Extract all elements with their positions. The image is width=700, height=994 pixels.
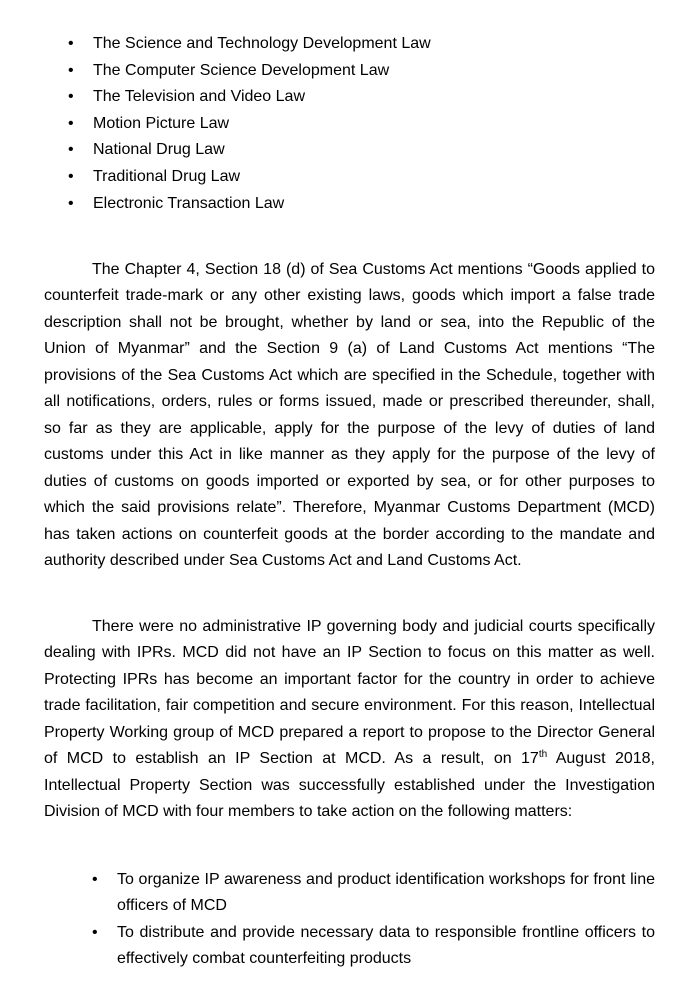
paragraph-text: August 2018, Intellectual Property Section was successfully established under the Investigation Division of MCD with four members to take action on the following matters: (44, 750, 656, 821)
paragraph-text: There were no administrative IP governing body and judicial courts specifically dealing with IPRs. MCD did not have an IP Section to focus on this matter as well. Protecting IPRs has become an important factor for the country in order to achieve trade facilitation, fair competition and secure environment. For this reason, Intellectual Property Working group of MCD prepared a report to propose to the Director General of MCD to establish an IP Section at MCD. As a result, on 17 (44, 618, 655, 768)
list-item (92, 920, 655, 973)
list-item-text: Motion Picture Law (93, 114, 230, 132)
bullet-icon: • (92, 871, 98, 888)
list-item (68, 31, 628, 58)
bullet-icon: • (68, 61, 74, 79)
paragraph-ip-section (44, 614, 655, 826)
list-item-text: National Drug Law (93, 141, 225, 159)
paragraph-customs-acts (44, 257, 655, 574)
bullet-icon: • (68, 194, 74, 212)
list-item-text: The Science and Technology Development Law (93, 35, 431, 52)
list-item (68, 111, 628, 138)
list-item (68, 164, 628, 191)
matters-list (92, 867, 655, 973)
bullet-icon: • (68, 35, 74, 52)
list-item-text: To organize IP awareness and product identification workshops for front line officers of MCD (117, 871, 655, 915)
list-item-text: Traditional Drug Law (93, 167, 241, 185)
laws-list (68, 31, 628, 217)
paragraph-text: The Chapter 4, Section 18 (d) of Sea Customs Act mentions “Goods applied to counterfeit trade-mark or any other existing laws, goods which import a false trade description shall not be brought, whether by land or sea, into the Republic of the Union of Myanmar” and the Section 9 (a) of Land Customs Act mentions “The provisions of the Sea Customs Act which are specified in the Schedule, together with all notifications, orders, rules or forms issued, made or prescribed thereunder, shall, so far as they are applicable, apply for the purpose of the levy of duties of land customs under this Act in like manner as they apply for the purpose of the levy of duties of customs on goods imported or exported by sea, or for other purposes to which the said provisions relate”. Therefore, Myanmar Customs Department (MCD) has taken actions on counterfeit goods at the border according to the mandate and authority described under Sea Customs Act and Land Customs Act. (44, 261, 655, 569)
list-item (68, 58, 628, 85)
list-item (68, 84, 628, 111)
list-item-text: The Computer Science Development Law (93, 61, 390, 79)
list-item-text: Electronic Transaction Law (93, 194, 285, 212)
list-item-text: The Television and Video Law (93, 88, 305, 106)
list-item (68, 137, 628, 164)
date-ordinal-suffix: th (538, 749, 548, 761)
bullet-icon: • (68, 88, 74, 106)
bullet-icon: • (68, 114, 74, 132)
list-item-text: To distribute and provide necessary data to responsible frontline officers to effectively combat counterfeiting products (117, 923, 655, 968)
bullet-icon: • (92, 923, 98, 941)
list-item (92, 867, 655, 920)
bullet-icon: • (68, 167, 74, 185)
list-item (68, 191, 628, 218)
bullet-icon: • (68, 141, 74, 159)
